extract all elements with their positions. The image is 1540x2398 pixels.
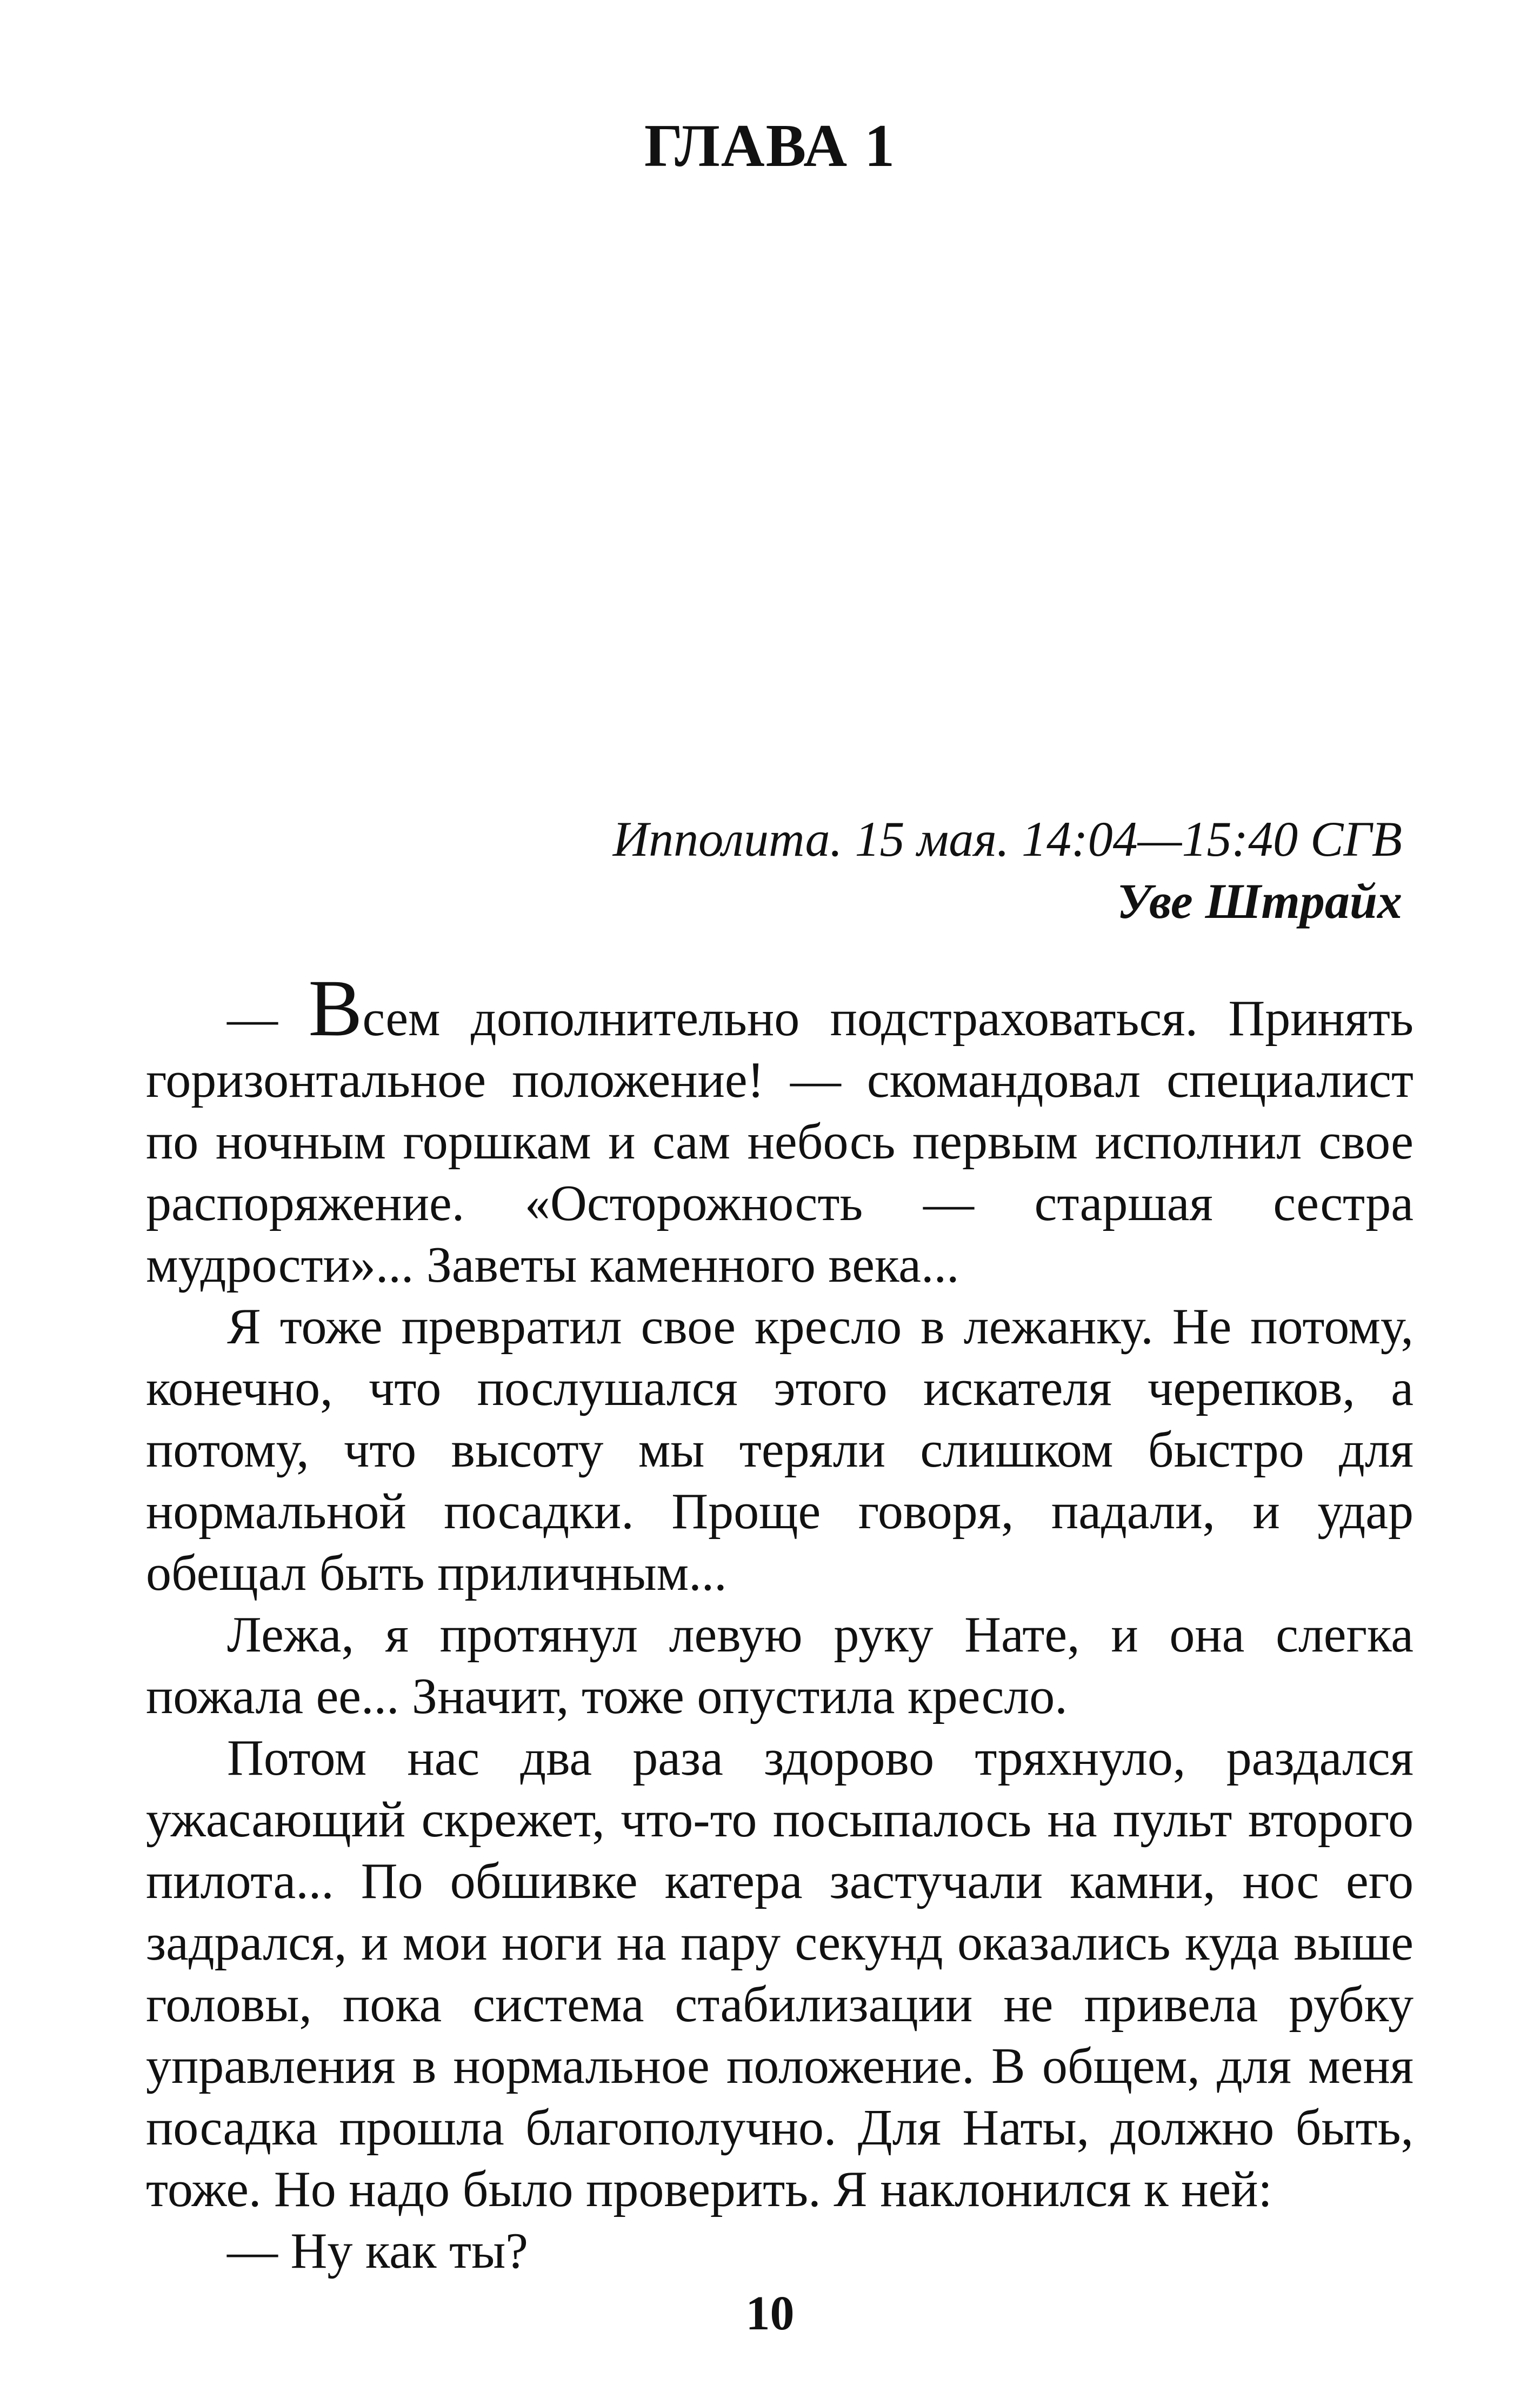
- epigraph: [613, 808, 1402, 932]
- chapter-body: [146, 963, 1414, 2282]
- chapter-title: ГЛАВА 1: [644, 112, 896, 179]
- paragraph-text: сем дополнительно подстраховаться. Принять горизонтальное положение! — скомандовал специалист по ночным горшкам и сам небось первым исполнил свое распоряжение. «Осторожность — старшая сестра мудрости»... Заветы каменного века...: [146, 990, 1414, 1293]
- paragraph: [146, 963, 1414, 1296]
- paragraph: Лежа, я протянул левую руку Нате, и она слегка пожала ее... Значит, тоже опустила кресло.: [146, 1607, 1414, 1724]
- epigraph-place-date: Ипполита. 15 мая. 14:04—15:40 СГВ: [612, 811, 1402, 867]
- page-number: 10: [745, 2287, 795, 2340]
- paragraph: — Ну как ты?: [227, 2223, 528, 2279]
- paragraph-dash: —: [227, 990, 309, 1047]
- drop-cap-letter: В: [308, 963, 363, 1053]
- paragraph: Потом нас два раза здорово тряхнуло, раздался ужасающий скрежет, что-то посыпалось на пульт второго пилота... По обшивке катера застучали камни, нос его задрался, и мои ноги на пару секунд оказались куда выше головы, пока система стабилизации не привела рубку управления в нормальное положение. В общем, для меня посадка прошла благополучно. Для Наты, должно быть, тоже. Но надо было проверить. Я наклонился к ней:: [146, 1730, 1414, 2217]
- epigraph-narrator: Уве Штрайх: [1117, 874, 1402, 929]
- paragraph: Я тоже превратил свое кресло в лежанку. Не потому, конечно, что послушался этого искателя черепков, а потому, что высоту мы теряли слишком быстро для нормальной посадки. Проще говоря, падали, и удар обещал быть приличным...: [146, 1298, 1414, 1601]
